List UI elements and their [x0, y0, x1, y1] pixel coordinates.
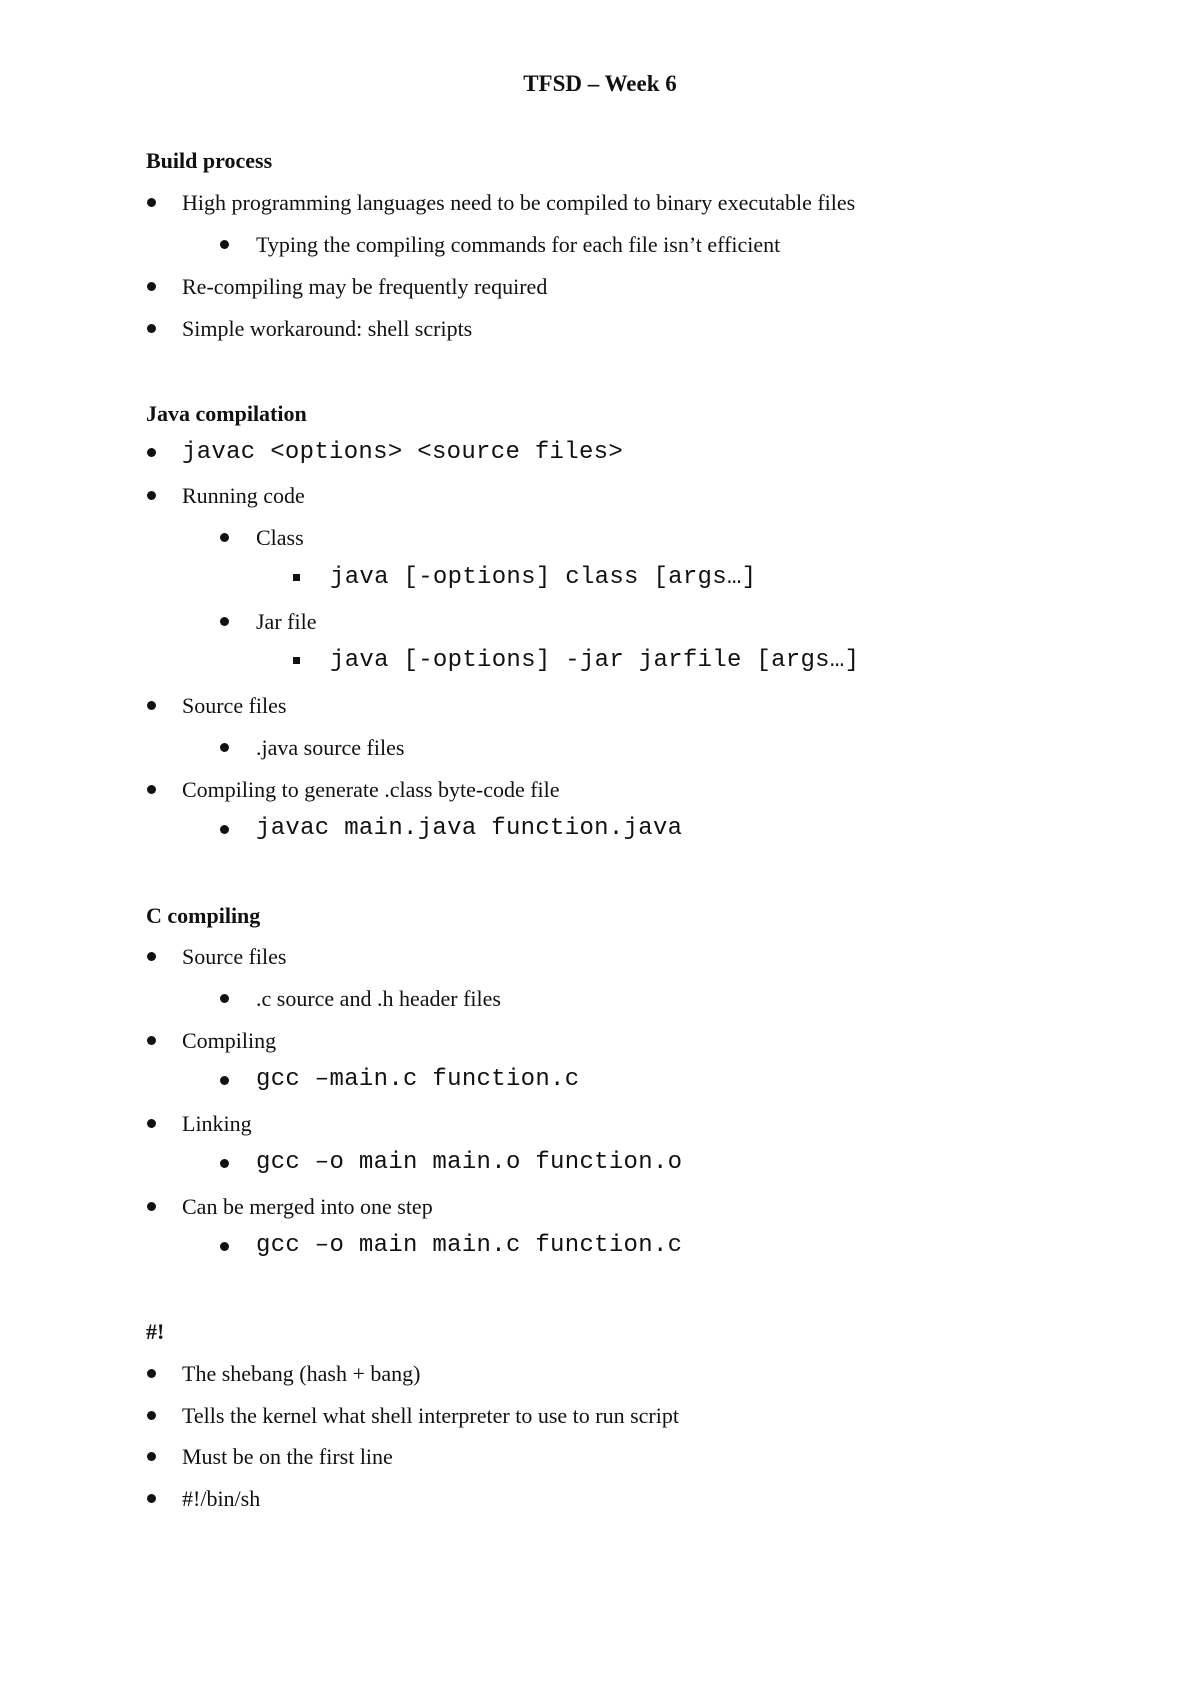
- bullet-icon: [220, 1242, 229, 1251]
- bullet-icon: [147, 1369, 156, 1378]
- list-item: Class: [256, 525, 304, 550]
- bullet-icon: [220, 617, 229, 626]
- bullet-icon: [147, 491, 156, 500]
- list-item: Compiling: [182, 1028, 277, 1053]
- bullet-icon: [147, 785, 156, 794]
- list-item: Can be merged into one step: [182, 1194, 433, 1219]
- bullet-icon: [147, 1411, 156, 1420]
- list-item: #!/bin/sh: [182, 1486, 261, 1511]
- list-item: The shebang (hash + bang): [182, 1361, 421, 1386]
- bullet-icon: [220, 994, 229, 1003]
- list-item: Must be on the first line: [182, 1444, 393, 1469]
- list-item: Typing the compiling commands for each file isn’t efficient: [256, 232, 781, 257]
- bullet-icon: [147, 1452, 156, 1461]
- list-item: Jar file: [256, 609, 317, 634]
- square-bullet-icon: [293, 657, 300, 664]
- square-bullet-icon: [293, 574, 300, 581]
- list-item: Simple workaround: shell scripts: [182, 316, 473, 341]
- code-item: gcc –o main main.c function.c: [256, 1232, 683, 1259]
- section-heading-shebang: #!: [146, 1319, 165, 1344]
- list-item: Source files: [182, 944, 287, 969]
- list-item: Re-compiling may be frequently required: [182, 274, 548, 299]
- bullet-icon: [147, 1202, 156, 1211]
- page-title: TFSD – Week 6: [523, 71, 677, 96]
- bullet-icon: [220, 240, 229, 249]
- code-item: java [-options] -jar jarfile [args…]: [330, 647, 860, 674]
- bullet-icon: [147, 324, 156, 333]
- list-item: High programming languages need to be compiled to binary executable files: [182, 190, 856, 215]
- section-heading-c: C compiling: [146, 903, 261, 928]
- list-item: Linking: [182, 1111, 252, 1136]
- bullet-icon: [147, 1119, 156, 1128]
- section-heading-java: Java compilation: [146, 401, 307, 426]
- list-item: Running code: [182, 483, 305, 508]
- list-item: .c source and .h header files: [256, 986, 501, 1011]
- bullet-icon: [220, 1159, 229, 1168]
- bullet-icon: [147, 701, 156, 710]
- list-item: Compiling to generate .class byte-code file: [182, 777, 560, 802]
- code-item: javac main.java function.java: [256, 815, 683, 842]
- code-item: javac <options> <source files>: [182, 439, 624, 466]
- bullet-icon: [220, 825, 229, 834]
- bullet-icon: [147, 1494, 156, 1503]
- bullet-icon: [147, 198, 156, 207]
- bullet-icon: [147, 282, 156, 291]
- bullet-icon: [147, 448, 156, 457]
- bullet-icon: [220, 1076, 229, 1085]
- bullet-icon: [220, 743, 229, 752]
- code-item: gcc –main.c function.c: [256, 1066, 580, 1093]
- code-item: gcc –o main main.o function.o: [256, 1149, 683, 1176]
- list-item: .java source files: [256, 735, 405, 760]
- list-item: Tells the kernel what shell interpreter to use to run script: [182, 1403, 679, 1428]
- list-item: Source files: [182, 693, 287, 718]
- code-item: java [-options] class [args…]: [330, 564, 757, 591]
- bullet-icon: [147, 1036, 156, 1045]
- section-heading-build: Build process: [146, 148, 273, 173]
- bullet-icon: [147, 952, 156, 961]
- bullet-icon: [220, 533, 229, 542]
